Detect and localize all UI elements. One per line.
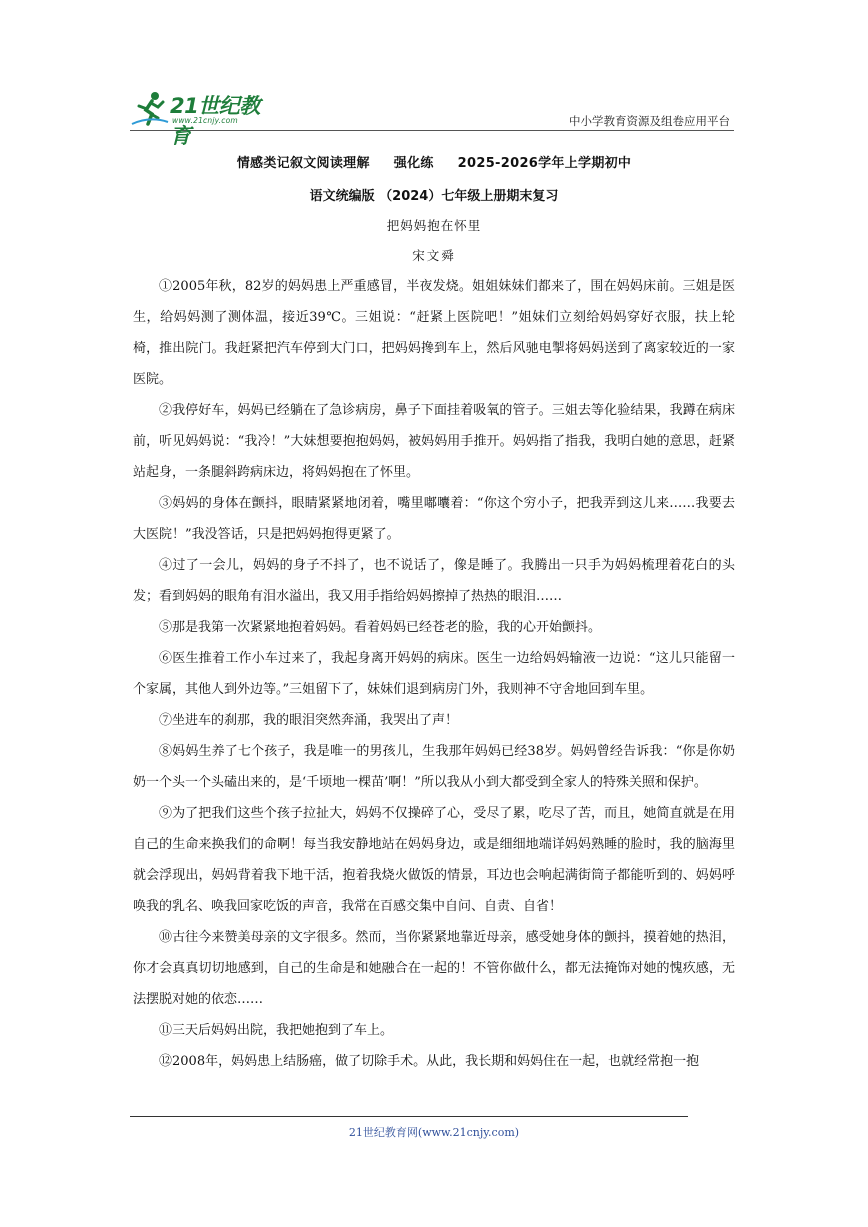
- paragraph-10: ⑩古往今来赞美母亲的文字很多。然而，当你紧紧地靠近母亲，感受她身体的颤抖，摸着她的热泪，你才会真真切切地感到，自己的生命是和她融合在一起的！不管你做什么，都无法掩饰对她的愧疚感，无法摆脱对她的依恋……: [133, 930, 735, 1007]
- document-title-line2: 语文统编版 （2024）七年级上册期末复习: [309, 189, 559, 204]
- site-logo: [130, 88, 280, 148]
- document-title-line1: [0, 152, 868, 171]
- paragraph-2: ②我停好车，妈妈已经躺在了急诊病房，鼻子下面挂着吸氧的管子。三姐去等化验结果，我蹲在病床前，听见妈妈说：“我冷！”大妹想要抱抱妈妈，被妈妈用手推开。妈妈指了指我，我明白她的意思，赶紧站起身，一条腿斜跨病床边，将妈妈抱在了怀里。: [133, 403, 735, 480]
- paragraph-11: ⑪三天后妈妈出院，我把她抱到了车上。: [159, 1023, 394, 1038]
- platform-label: 中小学教育资源及组卷应用平台: [569, 114, 730, 128]
- paragraph-5: ⑤那是我第一次紧紧地抱着妈妈。看着妈妈已经苍老的脸，我的心开始颤抖。: [159, 620, 602, 635]
- essay-title: 把妈妈抱在怀里: [386, 218, 482, 233]
- essay-author: 宋文舜: [412, 248, 456, 263]
- paragraph-9: ⑨为了把我们这些个孩子拉扯大，妈妈不仅操碎了心，受尽了累，吃尽了苦，而且，她简直就是在用自己的生命来换我们的命啊！每当我安静地站在妈妈身边，或是细细地端详妈妈熟睡的脸时，我的脑海里就会浮现出，妈妈背着我下地干活，抱着我烧火做饭的情景，耳边也会响起满街筒子都能听到的、妈妈呼唤我的乳名、唤我回家吃饭的声音，我常在百感交集中自问、自责、自省！: [133, 806, 735, 914]
- paragraph-3: ③妈妈的身体在颤抖，眼睛紧紧地闭着，嘴里嘟囔着：“你这个穷小子，把我弄到这儿来……我要去大医院！”我没答话，只是把妈妈抱得更紧了。: [133, 496, 735, 542]
- logo-text: 21世纪教育: [170, 94, 260, 148]
- footer-divider: [130, 1116, 688, 1117]
- paragraph-7: ⑦坐进车的刹那，我的眼泪突然奔涌，我哭出了声！: [159, 713, 459, 728]
- title-topic: 情感类记叙文阅读理解: [236, 156, 370, 171]
- logo-url: www.21cnjy.com: [172, 116, 238, 125]
- page-header: [130, 88, 734, 148]
- paragraph-1: ①2005年秋，82岁的妈妈患上严重感冒，半夜发烧。姐姐妹妹们都来了，围在妈妈床前。三姐是医生，给妈妈测了测体温，接近39℃。三姐说：“赶紧上医院吧！”姐妹们立刻给妈妈穿好衣服，扶上轮椅，推出院门。我赶紧把汽车停到大门口，把妈妈搀到车上，然后风驰电掣将妈妈送到了离家较近的一家医院。: [133, 279, 735, 387]
- runner-logo-icon: [130, 88, 170, 128]
- footer-link[interactable]: 21世纪教育网(www.21cnjy.com): [348, 1126, 520, 1139]
- paragraph-6: ⑥医生推着工作小车过来了，我起身离开妈妈的病床。医生一边给妈妈输液一边说：“这儿只能留一个家属，其他人到外边等。”三姐留下了，妹妹们退到病房门外，我则神不守舍地回到车里。: [133, 651, 735, 697]
- paragraph-8: ⑧妈妈生养了七个孩子，我是唯一的男孩儿，生我那年妈妈已经38岁。妈妈曾经告诉我：“你是你奶奶一个头一个头磕出来的，是‘千顷地一棵苗’啊！”所以我从小到大都受到全家人的特殊关照和保护。: [133, 744, 735, 790]
- title-term: 2025-2026学年上学期初中: [457, 156, 632, 171]
- paragraph-4: ④过了一会儿，妈妈的身子不抖了，也不说话了，像是睡了。我腾出一只手为妈妈梳理着花白的头发；看到妈妈的眼角有泪水溢出，我又用手指给妈妈擦掉了热热的眼泪……: [133, 558, 735, 604]
- paragraph-12: ⑫2008年，妈妈患上结肠癌，做了切除手术。从此，我长期和妈妈住在一起，也就经常抱一抱: [159, 1054, 700, 1069]
- essay-body: [133, 271, 735, 1077]
- title-practice: 强化练: [393, 156, 434, 171]
